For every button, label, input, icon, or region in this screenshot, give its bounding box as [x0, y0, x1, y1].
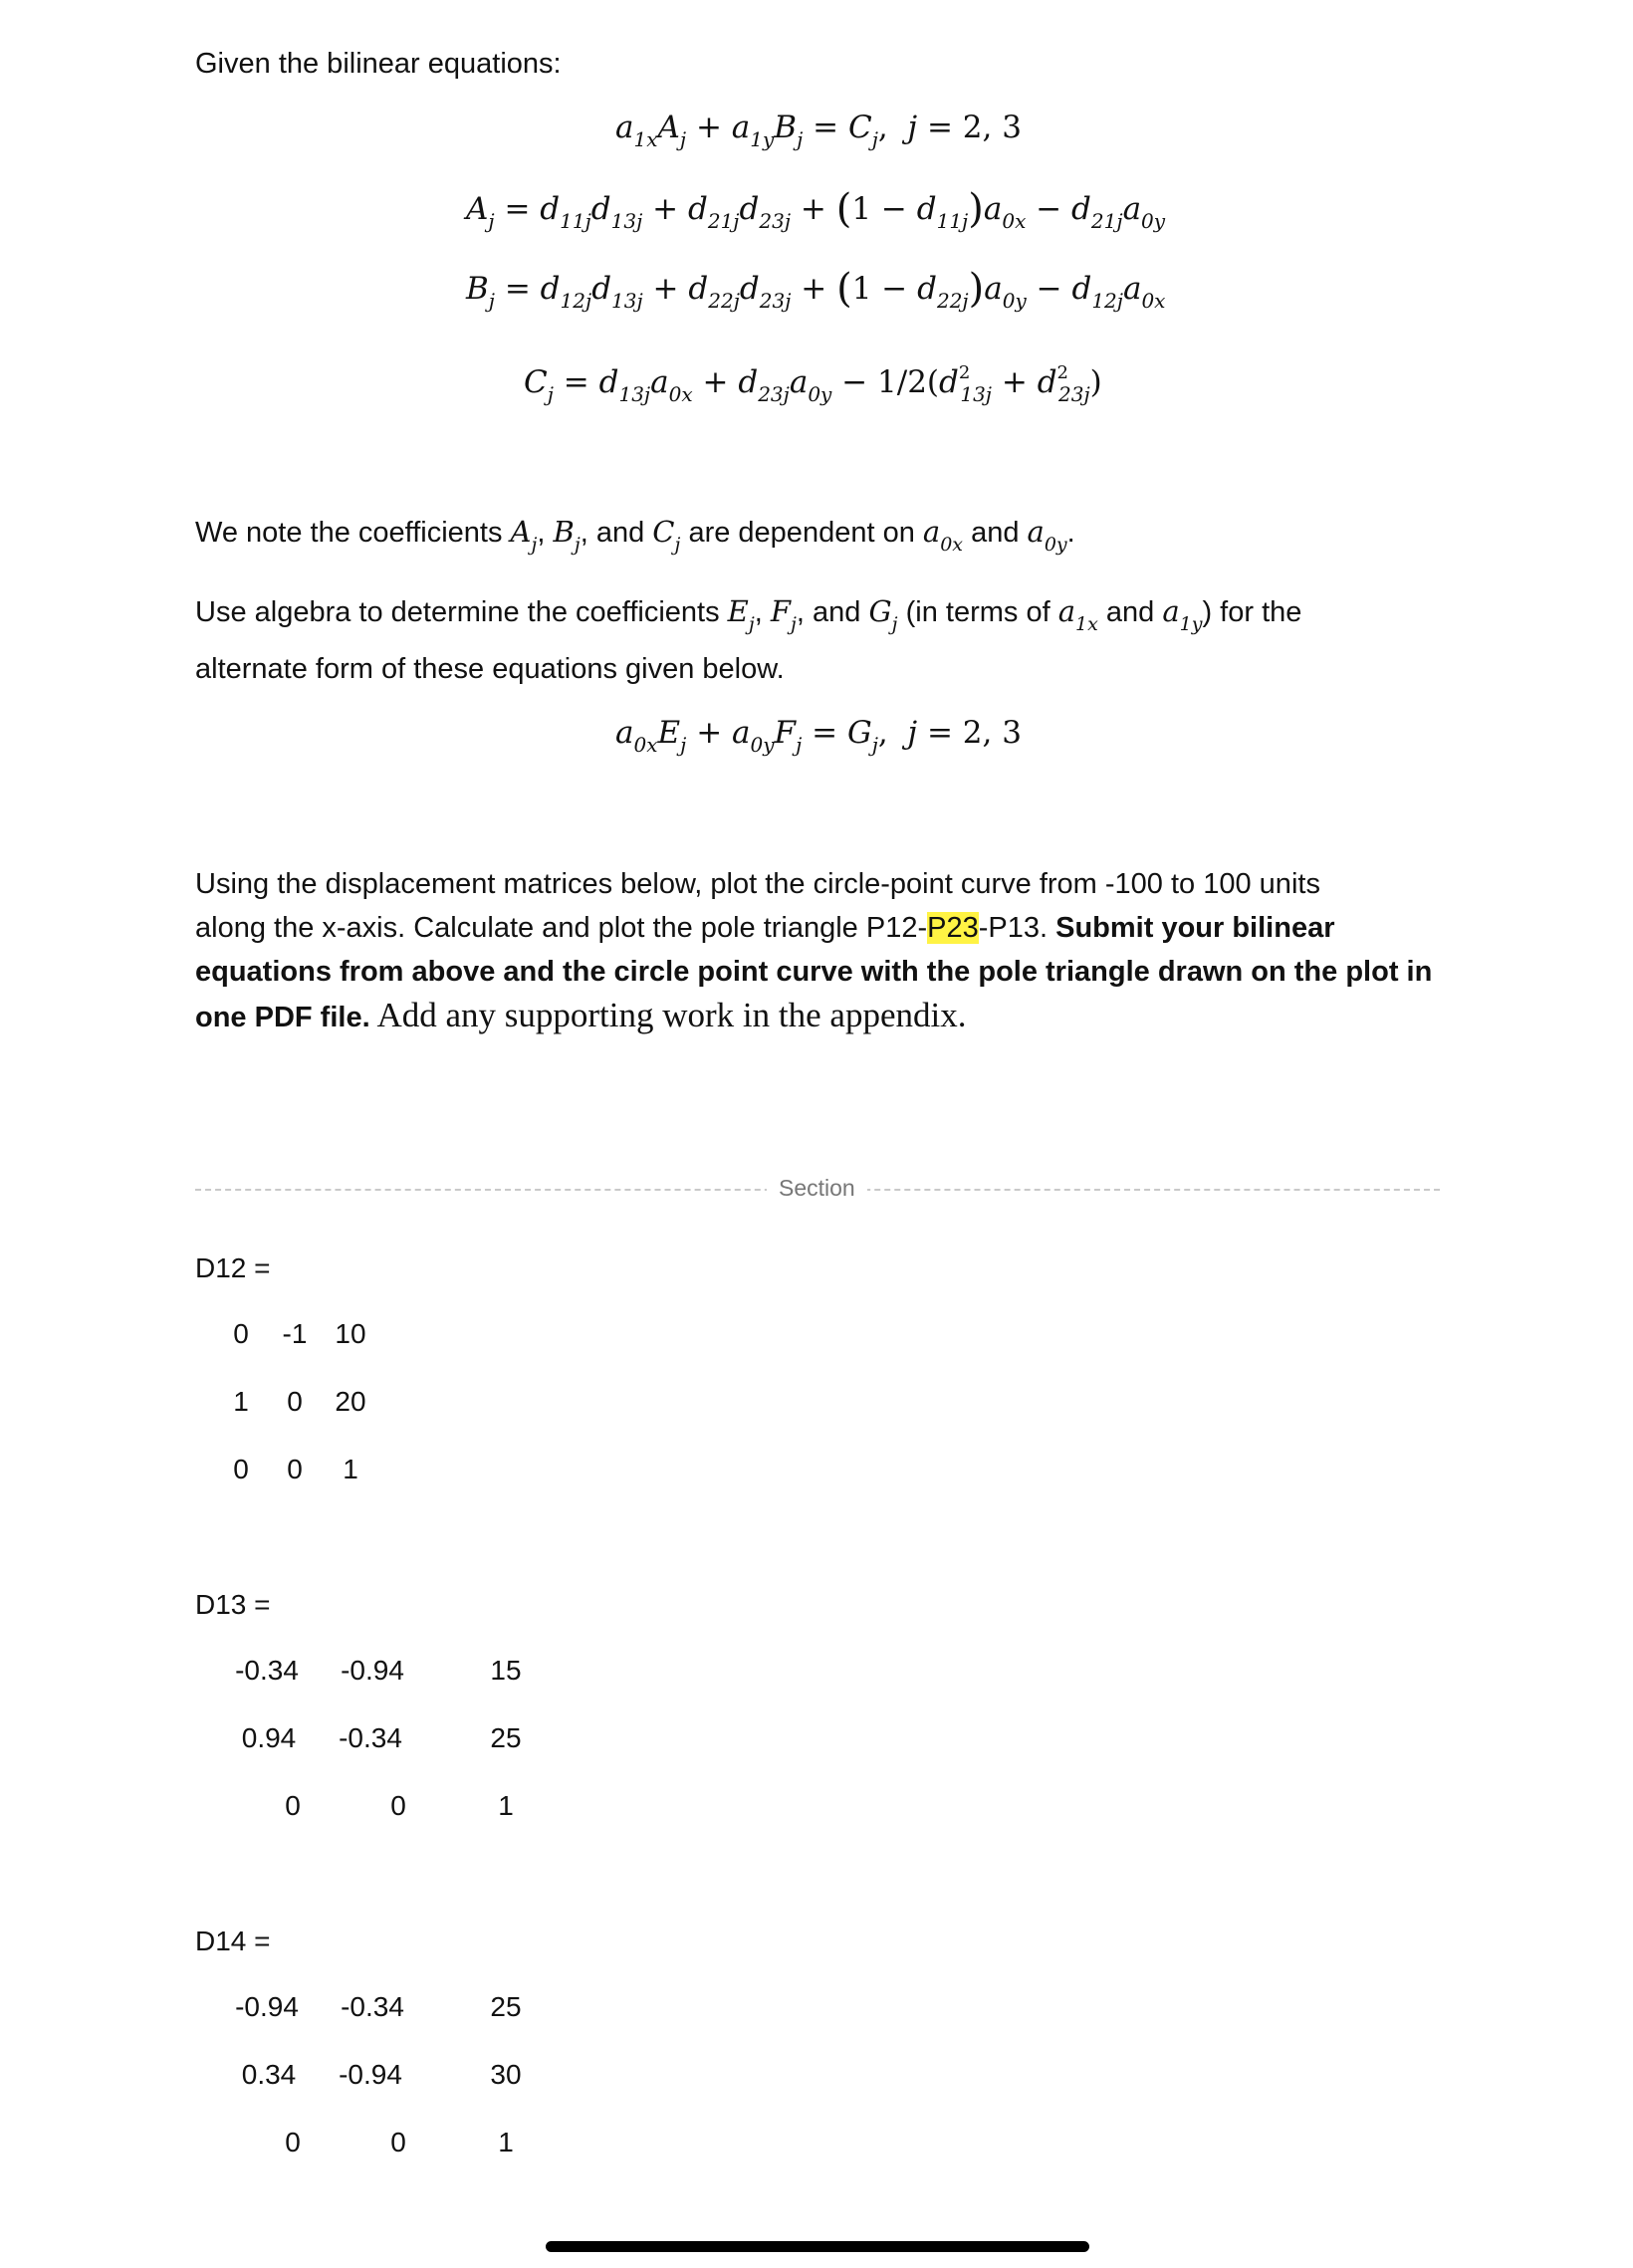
- matrix-cell: -0.34: [235, 1655, 299, 1686]
- equation-3: $B_j = d_{12j}d_{13j} + d_{22j}d_{23j} + (1 - d_{22j})a_{0y} - d_{12j}a_{0x}$: [466, 266, 1166, 313]
- matrix-cell: 1: [343, 1454, 358, 1484]
- matrix-cell: 10: [335, 1318, 366, 1349]
- equation-2: $A_j = d_{11j}d_{13j} + d_{21j}d_{23j} + (1 - d_{11j})a_{0x} - d_{21j}a_{0y}$: [466, 186, 1166, 233]
- matrix-cell: -0.94: [235, 1991, 299, 2022]
- matrix-cell: -0.94: [341, 1655, 404, 1686]
- matrix-cell: 0: [287, 1454, 303, 1484]
- matrix-cell: 25: [490, 1991, 522, 2022]
- matrix-cell: -0.34: [339, 1722, 402, 1753]
- matrix-cell: -0.94: [339, 2059, 402, 2090]
- matrix-cell: -1: [282, 1318, 308, 1349]
- matrix-cell: 0: [390, 1790, 406, 1821]
- instructions-line-3: equations from above and the circle point curve with the pole triangle drawn on the plot in: [195, 956, 1433, 988]
- matrix-cell: 0: [285, 2127, 301, 2157]
- matrix-cell: 0: [287, 1386, 303, 1417]
- matrix-d14-label: D14 =: [195, 1926, 271, 1956]
- intro-text: Given the bilinear equations:: [195, 48, 562, 80]
- equation-alternate: $a_{0x}E_j + a_{0y}F_j = G_j$, j = 2, 3: [615, 715, 1022, 757]
- matrix-cell: 1: [498, 1790, 514, 1821]
- matrix-cell: 0.94: [241, 1722, 297, 1753]
- matrix-cell: 30: [490, 2059, 522, 2090]
- matrix-d12-label: D12 =: [195, 1252, 271, 1283]
- matrix-cell: 20: [335, 1386, 366, 1417]
- matrix-cell: 0.34: [241, 2059, 297, 2090]
- highlighted-p23: P23: [927, 912, 979, 944]
- matrix-cell: 1: [498, 2127, 514, 2157]
- home-indicator[interactable]: [546, 2241, 1089, 2252]
- note-paragraph: We note the coefficients $A_j$, $B_j$, and $C_j$ are dependent on $a_{0x}$ and $a_{0y}$.: [195, 515, 1075, 556]
- matrix-cell: 0: [233, 1454, 249, 1484]
- matrix-cell: 0: [233, 1318, 249, 1349]
- matrix-cell: -0.34: [341, 1991, 404, 2022]
- matrix-cell: 15: [490, 1655, 522, 1686]
- matrix-cell: 25: [490, 1722, 522, 1753]
- matrix-cell: 0: [390, 2127, 406, 2157]
- task-line-2: alternate form of these equations given below.: [195, 653, 785, 685]
- instructions-line-2: along the x-axis. Calculate and plot the pole triangle P12-P23-P13. Submit your bilinear: [195, 912, 1335, 944]
- matrix-cell: 0: [285, 1790, 301, 1821]
- equation-4: $C_j = d_{13j}a_{0x} + d_{23j}a_{0y} - 1/2(d^2_{13j} + d^2_{23j})$: [524, 362, 1102, 406]
- matrix-cell: 1: [233, 1386, 249, 1417]
- task-paragraph: Use algebra to determine the coefficients $E_j$, $F_j$, and $G_j$ (in terms of $a_{1x}$ and $a_{1y}$) for the: [195, 594, 1302, 635]
- matrix-d13-label: D13 =: [195, 1589, 271, 1620]
- instructions-paragraph: [195, 862, 1490, 1039]
- instructions-line-1: Using the displacement matrices below, plot the circle-point curve from -100 to 100 units: [195, 868, 1320, 900]
- equation-1: $a_{1x}A_j + a_{1y}B_j = C_j$, j = 2, 3: [615, 110, 1022, 151]
- instructions-line-4: one PDF file. Add any supporting work in the appendix.: [195, 996, 967, 1034]
- section-label: Section: [767, 1169, 867, 1207]
